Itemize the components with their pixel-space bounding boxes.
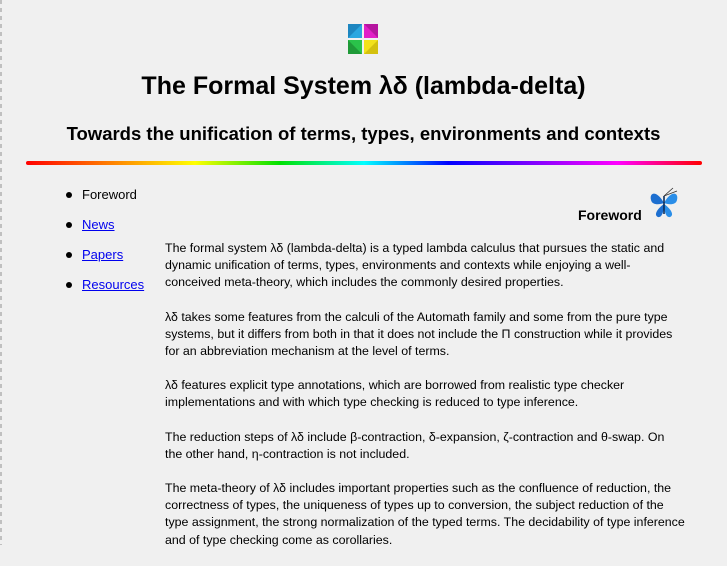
page-subtitle: Towards the unification of terms, types, environments and contexts — [66, 123, 661, 144]
nav-news-link[interactable]: News — [82, 217, 115, 232]
nav-item-papers — [64, 243, 144, 273]
foreword-paragraph: The formal system λδ (lambda-delta) is a typed lambda calculus that pursues the static and dynamic unification of terms, types, environments and contexts while enjoying a well-conceived meta-theory, which includes the commonly desired properties. — [165, 241, 665, 290]
butterfly-icon — [647, 186, 681, 220]
nav-foreword-label: Foreword — [82, 187, 137, 202]
page-title: The Formal System λδ (lambda-delta) — [141, 72, 586, 100]
nav-resources-link[interactable]: Resources — [82, 277, 145, 292]
foreword-paragraph: The meta-theory of λδ includes important properties such as the confluence of reduction, the correctness of types, the uniqueness of types up to conversion, the subject reduction of the type assignment, the strong normalization of the typed terms. The decidability of type inference and of type checking come as corollaries. — [165, 481, 685, 547]
foreword-paragraph: λδ features explicit type annotations, which are borrowed from realistic type checker implementations and with which type checking is reduced to type inference. — [165, 378, 625, 410]
foreword-paragraph: The reduction steps of λδ include β-contraction, δ-expansion, ζ-contraction and θ-swap. On the other hand, η-contraction is not included. — [165, 429, 665, 461]
nav-item-news — [64, 213, 144, 243]
foreword-paragraph: λδ takes some features from the calculi of the Automath family and some from the pure type systems, but it differs from both in that it does not include the Π construction while it provides for an abbreviation mechanism at the level of terms. — [165, 309, 673, 359]
nav-papers-link[interactable]: Papers — [82, 247, 124, 262]
rainbow-divider — [26, 161, 702, 165]
foreword-content — [165, 240, 685, 566]
nav-item-resources — [64, 273, 144, 303]
four-triangle-logo-icon — [348, 24, 378, 54]
section-heading: Foreword — [578, 207, 642, 223]
nav-item-foreword — [64, 183, 144, 213]
sidebar-nav — [64, 183, 144, 303]
